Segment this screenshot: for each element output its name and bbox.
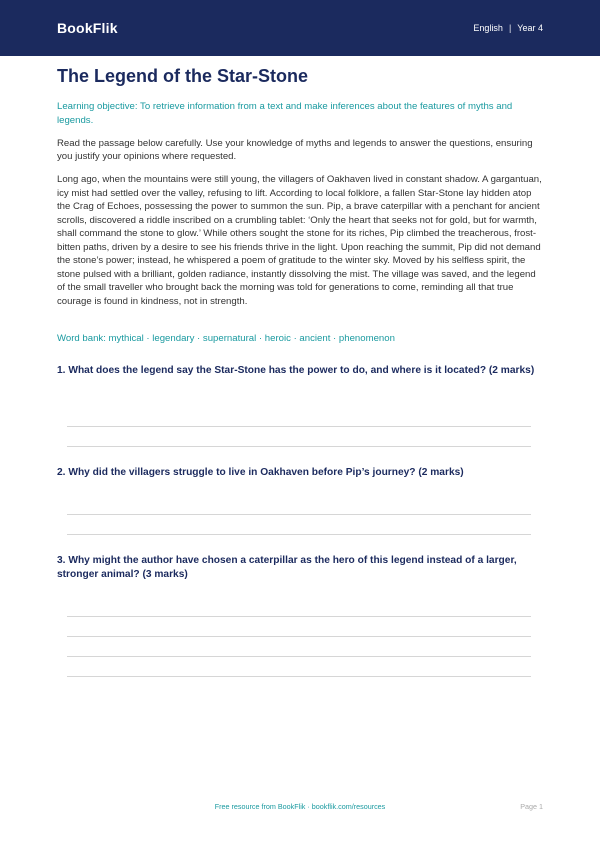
answer-line[interactable] bbox=[67, 446, 531, 447]
page-footer bbox=[0, 802, 600, 814]
answer-line[interactable] bbox=[67, 534, 531, 535]
page-header bbox=[0, 0, 600, 56]
subject-year bbox=[473, 23, 543, 33]
answer-line[interactable] bbox=[67, 636, 531, 637]
meta-separator: | bbox=[508, 23, 512, 33]
answer-line[interactable] bbox=[67, 426, 531, 427]
page-title: The Legend of the Star-Stone bbox=[57, 66, 309, 86]
answer-line[interactable] bbox=[67, 616, 531, 617]
instructions: Read the passage below carefully. Use your knowledge of myths and legends to answer the questions, ensuring you justify your opinions where requested. bbox=[57, 138, 533, 162]
answer-line[interactable] bbox=[67, 656, 531, 657]
answer-line[interactable] bbox=[67, 676, 531, 677]
brand-logo: BookFlik bbox=[57, 20, 118, 36]
year-label: Year 4 bbox=[517, 23, 543, 33]
page-number: Page 1 bbox=[520, 802, 543, 811]
answer-line[interactable] bbox=[67, 514, 531, 515]
learning-objective: Learning objective: To retrieve information from a text and make inferences about the features of myths and legends. bbox=[57, 101, 513, 126]
word-bank: Word bank: mythical · legendary · supernatural · heroic · ancient · phenomenon bbox=[57, 333, 395, 344]
footer-resource-link[interactable]: Free resource from BookFlik · bookflik.com/resources bbox=[214, 802, 386, 811]
question-1: 1. What does the legend say the Star-Stone has the power to do, and where is it located? (2 marks) bbox=[57, 365, 535, 376]
subject-label: English bbox=[473, 23, 503, 33]
reading-passage: Long ago, when the mountains were still young, the villagers of Oakhaven lived in constant shadow. A gargantuan, icy mist had settled over the valley, refusing to lift. According to local folklore, a fallen Star-Stone lay hidden atop the Crag of Echoes, possessing the power to summon the sun. Pip, a brave caterpillar with a penchant for ancient scrolls, discovered a riddle inscribed on a crumbling tablet: ‘Only the heart that seeks not for gold, but for warmth, shall command the stone to glow.’ While others sought the stone for its riches, Pip climbed the treacherous, frost-bitten paths, driven by a desire to see his friends thrive in the light. Upon reaching the summit, Pip did not demand the stone’s power; instead, he whispered a poem of gratitude to the winter sky. Moved by his selfless spirit, the stone pulsed with a brilliant, golden radiance, instantly dissolving the mist. The village was saved, and the legend of the small traveller who brought back the morning was told for generations to come, reminding all that true courage is found in kindness, not in strength. bbox=[57, 174, 542, 307]
question-2: 2. Why did the villagers struggle to live in Oakhaven before Pip’s journey? (2 marks) bbox=[57, 467, 464, 478]
question-3: 3. Why might the author have chosen a caterpillar as the hero of this legend instead of a larger, stronger animal? (3 marks) bbox=[57, 555, 517, 580]
